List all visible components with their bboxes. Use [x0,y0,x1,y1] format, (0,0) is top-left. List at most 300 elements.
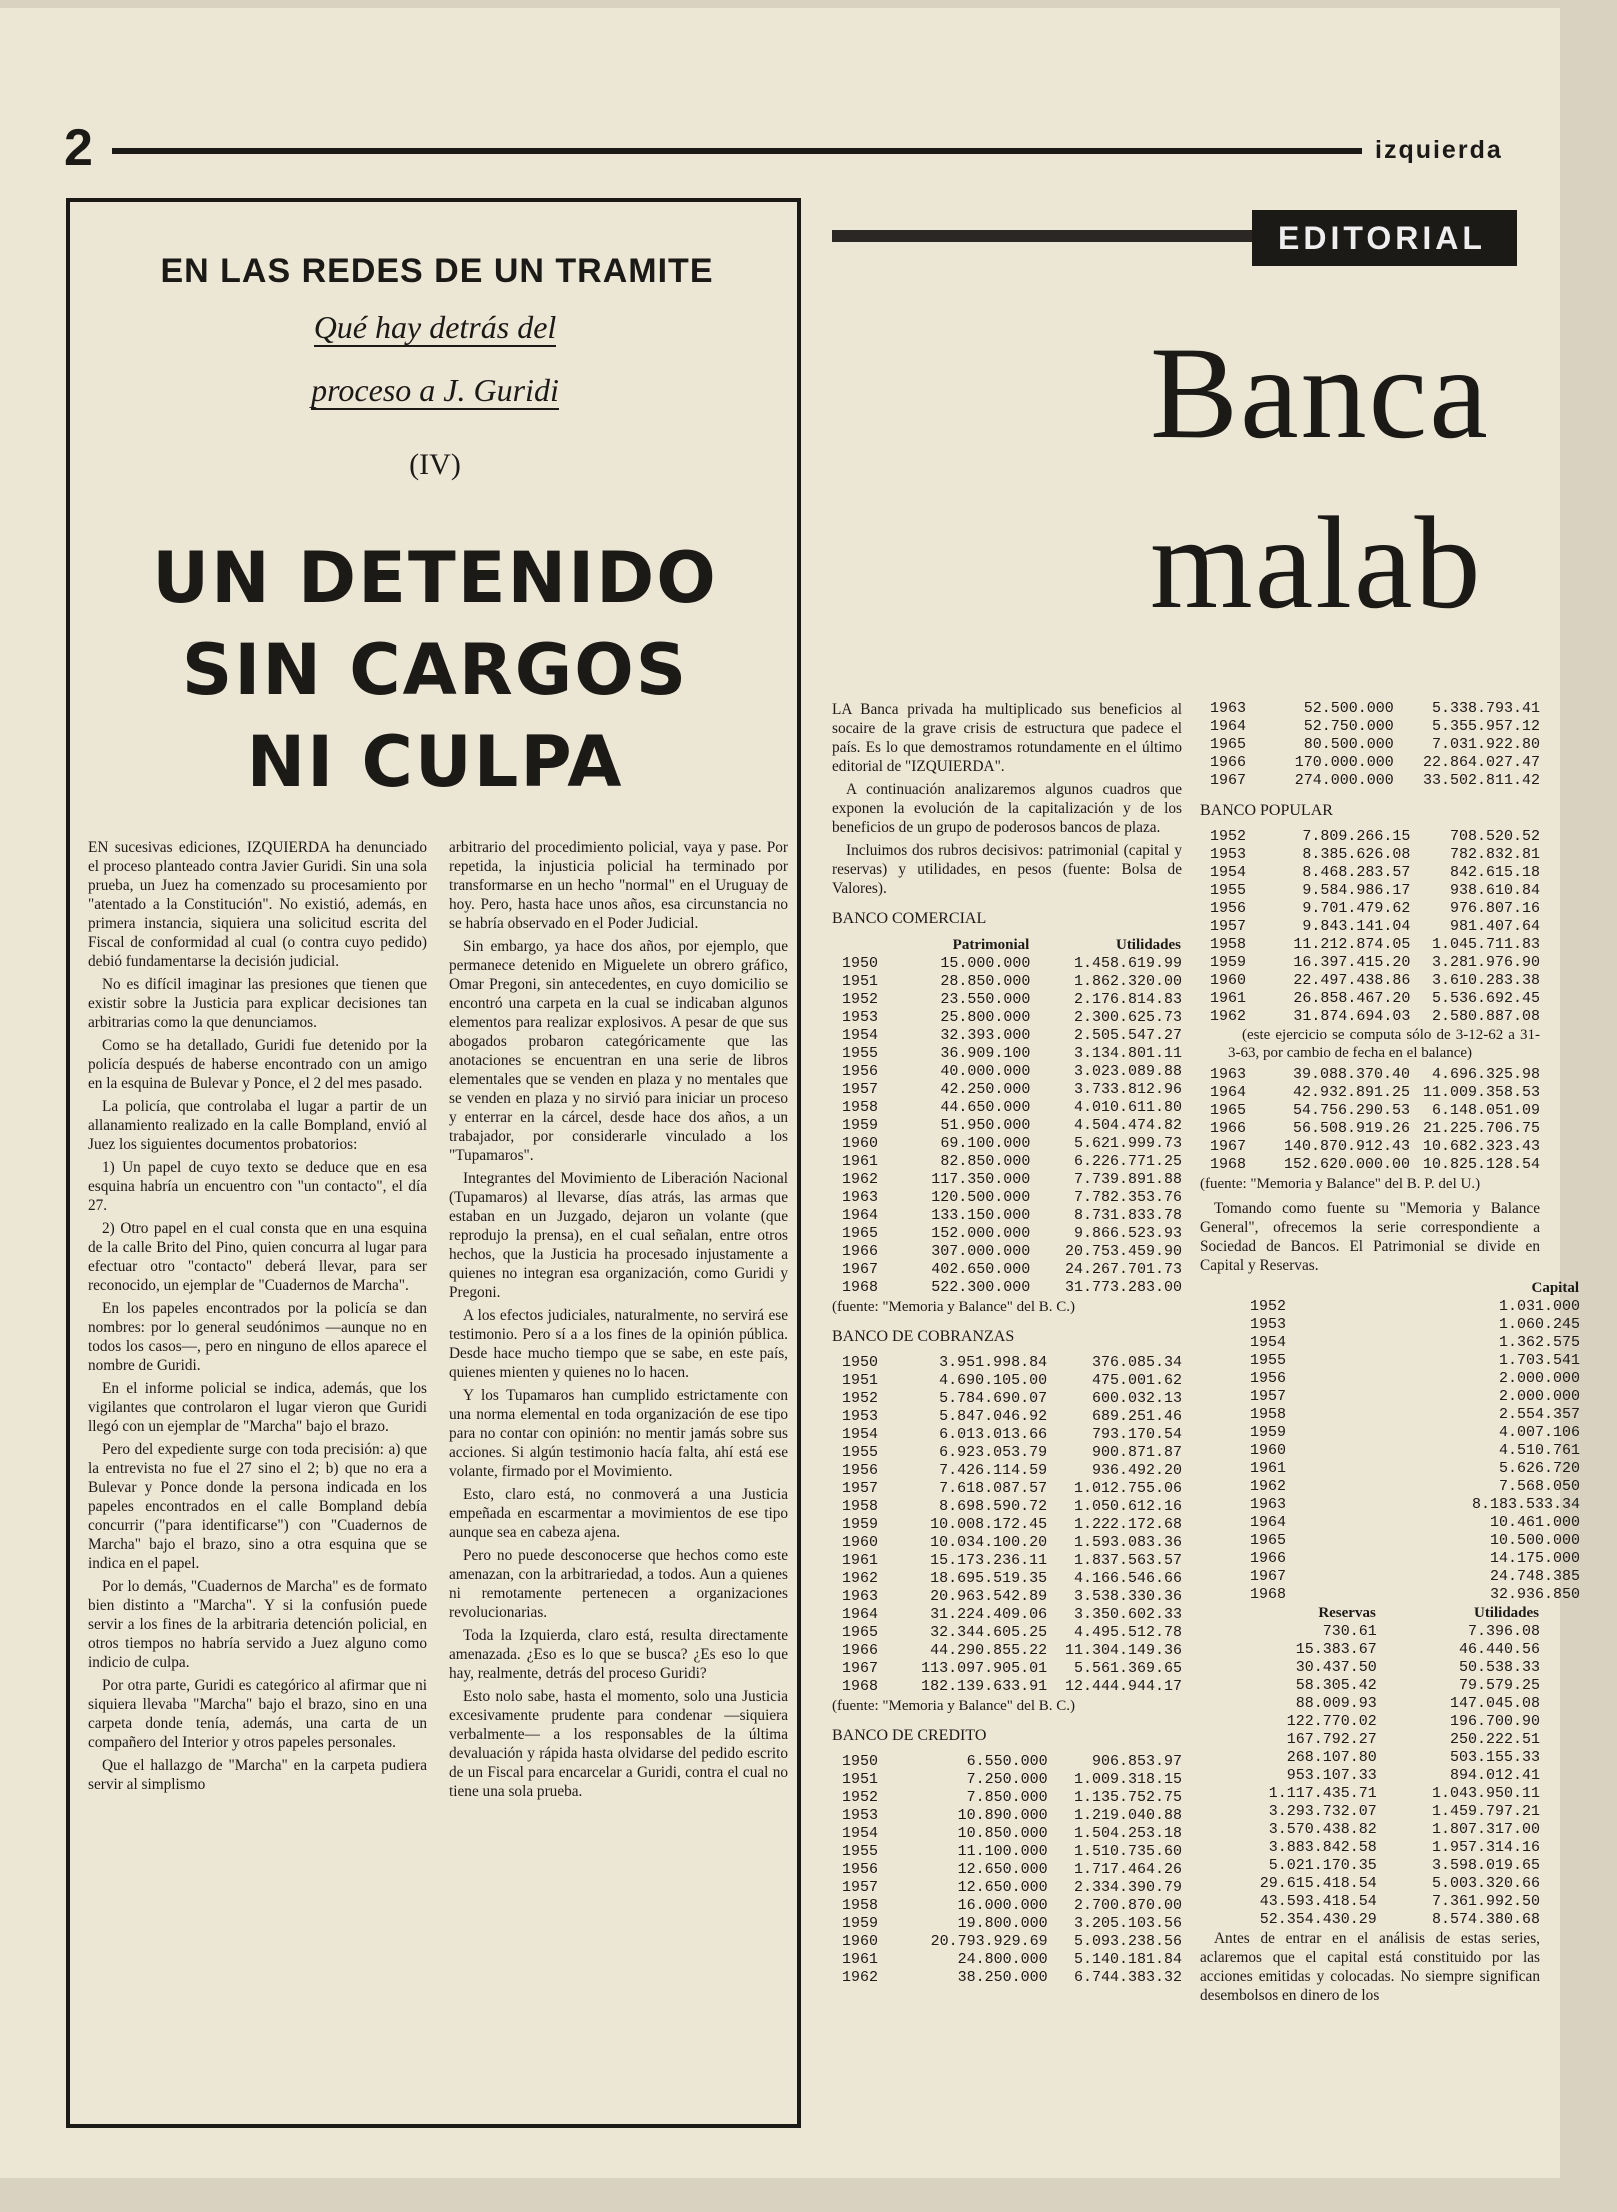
table-cell: 402.650.000 [931,1261,1031,1278]
table-cell: 7.782.353.76 [1073,1189,1182,1206]
table-cell: 1956 [842,1063,879,1080]
table-row [1200,1839,1540,1857]
table-cell: 8.385.626.08 [1302,846,1411,863]
table-row [1200,882,1540,900]
paragraph: A continuación analizaremos algunos cuadros que exponen la evolución de la capitalización y de los beneficios de un grupo de poderosos bancos de plaza. [832,781,1182,836]
table-cell: 15.173.236.11 [930,1552,1048,1569]
table-reservas-utilidades [1200,1604,1540,1929]
table-cell: 5.140.181.84 [1073,1951,1182,1968]
table-cell: 1954 [1210,864,1247,881]
table-cell: 1.222.172.68 [1073,1516,1182,1533]
table-row [1200,1066,1540,1084]
table-row [832,1897,1182,1915]
table-cell: 113.097.905.01 [921,1660,1048,1677]
table-row [832,1279,1182,1297]
table-row [1240,1316,1580,1334]
table-cell: 6.226.771.25 [1073,1153,1182,1170]
table-cell: 10.682.323.43 [1422,1138,1540,1155]
table-cell: 1.117.435.71 [1268,1785,1377,1802]
table-cell: 16.000.000 [957,1897,1048,1914]
table-cell: 7.396.08 [1467,1623,1540,1640]
table-row [1240,1478,1580,1496]
article-kicker: EN LAS REDES DE UN TRAMITE [160,252,714,290]
table-row [1200,1767,1540,1785]
table-cell: 11.212.874.05 [1293,936,1411,953]
table-cell: 147.045.08 [1449,1695,1540,1712]
table-cell: 9.843.141.04 [1302,918,1411,935]
table-cell: 10.890.000 [957,1807,1048,1824]
table-row [832,1153,1182,1171]
table-row [1200,1138,1540,1156]
table-cell: 24.748.385 [1489,1568,1580,1585]
table-cell: 8.183.533.34 [1471,1496,1580,1513]
paragraph: Incluimos dos rubros decisivos: patrimonial (capital y reservas) y utilidades, en pesos (fuente: Bolsa de Valores). [832,842,1182,897]
table-banco-comercial [832,936,1182,1297]
table-cell: 1959 [842,1915,879,1932]
table-cell: 1950 [842,955,879,972]
table-row [1240,1424,1580,1442]
table-cell: 3.281.976.90 [1431,954,1540,971]
table-row [832,1753,1182,1771]
editorial-rule [832,230,1252,242]
table-cell: 894.012.41 [1449,1767,1540,1784]
table-cell: 1956 [842,1861,879,1878]
table-row [832,1354,1182,1372]
table-cell: 44.290.855.22 [930,1642,1048,1659]
table-cell: 1963 [842,1189,879,1206]
table-cell: 4.690.105.00 [939,1372,1048,1389]
table-row [1200,1731,1540,1749]
table-cell: 6.550.000 [966,1753,1048,1770]
table-cell: 1958 [1250,1406,1287,1423]
table-row [1200,954,1540,972]
table-row [1200,1785,1540,1803]
table-cell: 1959 [842,1516,879,1533]
table-cell: 1959 [1250,1424,1287,1441]
table-cell: 1956 [1210,900,1247,917]
table-row [1240,1460,1580,1478]
table-cell: 11.100.000 [957,1843,1048,1860]
table-row [1240,1568,1580,1586]
table-row [1240,1586,1580,1604]
table-row [832,1045,1182,1063]
table-row [832,1462,1182,1480]
table-cell: 3.293.732.07 [1268,1803,1377,1820]
paragraph: Esto nolo sabe, hasta el momento, solo una Justicia excesivamente prudente para condenar —siquiera verbalmente— a los responsables de la última devaluación y rápida hasta olvidarse del pedido escrito de un Fiscal para encarcelar a Guridi, contra el cual no tiene una sola prueba. [449,1688,788,1800]
table-row [1200,1120,1540,1138]
table-cell: 6.148.051.09 [1431,1102,1540,1119]
table-cell: 1959 [1210,954,1247,971]
table-row [832,1444,1182,1462]
table-cell: 9.584.986.17 [1302,882,1411,899]
column-header: Patrimonial [952,937,1030,953]
paragraph: Por otra parte, Guridi es categórico al afirmar que ni siquiera llevaba "Marcha" bajo el brazo, sino en una carpeta donde tenía, además, una carta de un compañero del Interior y otros papeles personales. [88,1677,427,1751]
table-cell: 3.733.812.96 [1073,1081,1182,1098]
table-cell: 7.426.114.59 [939,1462,1048,1479]
table-cell: 79.579.25 [1458,1677,1540,1694]
table-cell: 5.847.046.92 [939,1408,1048,1425]
table-row [1200,1803,1540,1821]
table-cell: 14.175.000 [1489,1550,1580,1567]
table-cell: 7.809.266.15 [1302,828,1411,845]
table-cell: 31.874.694.03 [1293,1008,1411,1025]
table-cell: 1.717.464.26 [1073,1861,1182,1878]
table-cell: 1954 [842,1825,879,1842]
table-cell: 1.459.797.21 [1431,1803,1540,1820]
table-cell: 3.134.801.11 [1073,1045,1182,1062]
table-cell: 170.000.000 [1294,754,1394,771]
table-cell: 6.013.013.66 [939,1426,1048,1443]
table-row [1200,1749,1540,1767]
table-cell: 7.361.992.50 [1431,1893,1540,1910]
table-cell: 1962 [842,1969,879,1986]
table-cell: 1968 [1210,1156,1247,1173]
section-title: BANCO COMERCIAL [832,910,987,927]
table-cell: 52.750.000 [1303,718,1394,735]
table-cell: 31.224.409.06 [930,1606,1048,1623]
paragraph: Pero no puede desconocerse que hechos como este amenazan, con la arbitrariedad, a todos. Aun a quienes ni remotamente pertenecen a organizaciones revolucionarias. [449,1547,788,1621]
table-cell: 4.696.325.98 [1431,1066,1540,1083]
section-title: BANCO DE COBRANZAS [832,1328,1015,1345]
table-cell: 1952 [842,991,879,1008]
table-row [1200,1659,1540,1677]
table-row [832,973,1182,991]
table-row [1240,1532,1580,1550]
table-cell: 26.858.467.20 [1293,990,1411,1007]
table-row [1200,828,1540,846]
table-cell: 28.850.000 [940,973,1031,990]
table-row [1200,918,1540,936]
table-row [1200,1875,1540,1893]
table-cell: 1965 [842,1225,879,1242]
table-cell: 3.610.283.38 [1431,972,1540,989]
table-cell: 5.338.793.41 [1431,700,1540,717]
table-row [832,1117,1182,1135]
table-row [1200,1641,1540,1659]
table-row [832,1552,1182,1570]
table-cell: 600.032.13 [1091,1390,1182,1407]
publication-name: izquierda [1375,136,1503,164]
table-row [1240,1334,1580,1352]
table-row [1200,1102,1540,1120]
table-row [832,1189,1182,1207]
table-cell: 1955 [1250,1352,1287,1369]
table-row [1200,1821,1540,1839]
table-cell: 1965 [1210,736,1247,753]
subhead-text-2: proceso a J. Guridi [311,372,559,408]
table-row [1240,1298,1580,1316]
table-cell: 10.034.100.20 [930,1534,1048,1551]
table-row [832,1390,1182,1408]
editorial-title-line-2: malab [1150,489,1483,636]
table-row [832,1063,1182,1081]
table-cell: 1964 [842,1207,879,1224]
table-cell: 12.444.944.17 [1064,1678,1182,1695]
table-row [1200,772,1540,790]
table-cell: 1958 [1210,936,1247,953]
table-cell: 1950 [842,1753,879,1770]
table-cell: 39.088.370.40 [1292,1066,1410,1083]
table-cell: 10.461.000 [1489,1514,1580,1531]
article-part: (IV) [409,448,461,481]
table-cell: 140.870.912.43 [1283,1138,1410,1155]
paragraph: Tomando como fuente su "Memoria y Balance General", ofrecemos la serie correspondiente a Sociedad de Bancos. El Patrimonial se divide en Capital y Reservas. [1200,1200,1540,1274]
table-cell: 82.850.000 [940,1153,1031,1170]
table-cell: 1968 [842,1678,879,1695]
table-row [832,1081,1182,1099]
paragraph: Toda la Izquierda, claro está, resulta directamente amenazada. ¿Eso es lo que se busca? ¿Es eso lo que hay, realmente, detrás del proceso Guridi? [449,1627,788,1682]
table-cell: 1951 [842,1372,879,1389]
table-cell: 1963 [1250,1496,1287,1513]
table-cell: 1960 [1250,1442,1287,1459]
table-banco-credito [832,1753,1182,1987]
table-cell: 1.219.040.88 [1073,1807,1182,1824]
paragraph: Antes de entrar en el análisis de estas series, aclaremos que el capital está constituido por las acciones emitidas y colocadas. No siempre significan desembolsos en dinero de los [1200,1930,1540,2004]
table-row [1200,1911,1540,1929]
table-cell: 10.850.000 [957,1825,1048,1842]
paragraph: En el informe policial se indica, además, que los vigilantes que controlaron el lugar vieron que Guridi llegó con un ejemplar de "Marcha" bajo el brazo. [88,1380,427,1435]
table-cell: 250.222.51 [1449,1731,1540,1748]
table-row [832,1570,1182,1588]
table-row [832,1678,1182,1696]
table-row [1200,1008,1540,1026]
table-banco-credito-cont [1200,700,1540,790]
table-cell: 1.031.000 [1498,1298,1580,1315]
paragraph: Y los Tupamaros han cumplido estrictamente con una norma elemental en toda organización de ese tipo para no contar con opinión: no mentir jamás sobre sus acciones. Si algún testimonio hacía falta, ahí está ese volante, firmado por el Movimiento. [449,1387,788,1480]
table-row [1240,1442,1580,1460]
table-row [832,1534,1182,1552]
table-row [832,1843,1182,1861]
table-cell: 2.334.390.79 [1073,1879,1182,1896]
table-cell: 52.354.430.29 [1259,1911,1377,1928]
table-cell: 1955 [842,1444,879,1461]
table-cell: 40.000.000 [940,1063,1031,1080]
table-row [1200,990,1540,1008]
header-rule [112,148,1362,154]
table-cell: 1957 [842,1081,879,1098]
table-row [832,1027,1182,1045]
table-header-row [832,936,1182,955]
table-cell: 1.135.752.75 [1073,1789,1182,1806]
table-row [1200,972,1540,990]
table-cell: 268.107.80 [1286,1749,1377,1766]
table-cell: 1956 [1250,1370,1287,1387]
table-cell: 1952 [842,1789,879,1806]
table-cell: 1.043.950.11 [1431,1785,1540,1802]
table-cell: 7.250.000 [966,1771,1048,1788]
table-cell: 32.344.605.25 [930,1624,1048,1641]
table-cell: 196.700.90 [1449,1713,1540,1730]
table-cell: 1961 [1210,990,1247,1007]
table-cell: 88.009.93 [1295,1695,1377,1712]
table-cell: 2.176.814.83 [1073,991,1182,1008]
table-cell: 1961 [842,1951,879,1968]
editorial-title [1150,308,1490,648]
table-cell: 1.458.619.99 [1073,955,1182,972]
table-row [832,1171,1182,1189]
table-cell: 51.950.000 [940,1117,1031,1134]
table-cell: 9.701.479.62 [1302,900,1411,917]
article-column-1 [88,838,427,2118]
table-cell: 3.570.438.82 [1268,1821,1377,1838]
table-cell: 1953 [1250,1316,1287,1333]
headline-line-2: SIN CARGOS [181,629,689,711]
table-cell: 2.300.625.73 [1073,1009,1182,1026]
table-cell: 1967 [1250,1568,1287,1585]
table-row [1240,1388,1580,1406]
table-cell: 1950 [842,1354,879,1371]
table-cell: 4.010.611.80 [1073,1099,1182,1116]
table-row [1200,1084,1540,1102]
table-cell: 1953 [842,1009,879,1026]
table-cell: 1957 [842,1879,879,1896]
article-subhead-2 [70,372,800,409]
table-row [832,1498,1182,1516]
table-cell: 69.100.000 [940,1135,1031,1152]
table-row [1200,1893,1540,1911]
table-cell: 793.170.54 [1091,1426,1182,1443]
table-header-row [1240,1279,1580,1298]
table-row [832,1207,1182,1225]
table-cell: 20.793.929.69 [930,1933,1048,1950]
table-cell: 11.304.149.36 [1064,1642,1182,1659]
table-row [832,1516,1182,1534]
table-cell: 8.468.283.57 [1302,864,1411,881]
table-row [832,1243,1182,1261]
table-cell: 12.650.000 [957,1879,1048,1896]
table-row [832,955,1182,973]
table-cell: 50.538.33 [1458,1659,1540,1676]
paragraph: 1) Un papel de cuyo texto se deduce que en esa esquina habría un encuentro con "un contacto", el día 27. [88,1159,427,1214]
table-cell: 4.166.546.66 [1073,1570,1182,1587]
table-cell: 274.000.000 [1294,772,1394,789]
table-cell: 3.023.089.88 [1073,1063,1182,1080]
table-note: (este ejercicio se computa sólo de 3-12-62 a 31-3-63, por cambio de fecha en el balance) [1228,1027,1540,1061]
paragraph: Como se ha detallado, Guridi fue detenido por la policía después de haberse encontrado con un amigo en la esquina de Bulevar y Ponce, el 2 del mes pasado. [88,1037,427,1092]
table-cell: 5.621.999.73 [1073,1135,1182,1152]
table-cell: 2.700.870.00 [1073,1897,1182,1914]
table-cell: 1.837.563.57 [1073,1552,1182,1569]
table-row [832,1588,1182,1606]
paragraph: Esto, claro está, no conmoverá a una Justicia empeñada en escarmentar a movimientos de ese tipo aunque sea en cabeza ajena. [449,1486,788,1541]
table-cell: 2.554.357 [1498,1406,1580,1423]
table-cell: 19.800.000 [957,1915,1048,1932]
table-row [832,1261,1182,1279]
table-cell: 10.500.000 [1489,1532,1580,1549]
paragraph: Sin embargo, ya hace dos años, por ejemplo, que permanece detenido en Miguelete un obrero gráfico, Omar Pregoni, sin antecedentes, en cuyo domicilio se encontró una carpeta en la cual se indicaban algunos elementos para realizar explosivos. A pesar de que sus abogados probaron categóricamente que las anotaciones se encuentran en una serie de libros elementales que se venden en plaza y no mentales que se venden en plaza y no sirvió para iniciar un proceso y enterrar en la cárcel, desde hace dos años, a un trabajador, por considerarle vinculado a los "Tupamaros". [449,938,788,1164]
table-cell: 936.492.20 [1091,1462,1182,1479]
table-row [1200,1695,1540,1713]
table-cell: 2.580.887.08 [1431,1008,1540,1025]
table-cell: 117.350.000 [931,1171,1031,1188]
table-cell: 1967 [1210,1138,1247,1155]
table-cell: 56.508.919.26 [1292,1120,1410,1137]
table-cell: 1952 [842,1390,879,1407]
paragraph: Que el hallazgo de "Marcha" en la carpeta pudiera servir al simplismo [88,1757,427,1793]
table-cell: 1952 [1210,828,1247,845]
table-cell: 1964 [1210,1084,1247,1101]
table-row [832,1771,1182,1789]
table-row [832,1933,1182,1951]
table-cell: 1951 [842,973,879,990]
table-row [832,1426,1182,1444]
table-row [832,1606,1182,1624]
table-cell: 46.440.56 [1458,1641,1540,1658]
table-cell: 4.495.512.78 [1073,1624,1182,1641]
table-cell: 1962 [1210,1008,1247,1025]
table-row [1200,1857,1540,1875]
table-cell: 1960 [1210,972,1247,989]
article-box [66,198,801,2128]
table-cell: 906.853.97 [1091,1753,1182,1770]
paragraph: EN sucesivas ediciones, IZQUIERDA ha denunciado el proceso planteado contra Javier Guridi. Sin una sola prueba, un Juez ha comenzado su procesamiento por "atentado a la Constitución". No existió, además, en primera instancia, siquiera una solicitud escrita del Fiscal de conformidad al cual (o contra cuyo pedido) debió fundamentarse la decisión judicial. [88,839,427,970]
table-row [832,1825,1182,1843]
paragraph: 2) Otro papel en el cual consta que en una esquina de la calle Brito del Pino, quien concurra al lugar para efectuar otro "contacto" deberá llevar, para ser reconocido, un ejemplar de "Cuadernos de Marcha". [88,1220,427,1294]
table-cell: 5.784.690.07 [939,1390,1048,1407]
table-cell: 4.504.474.82 [1073,1117,1182,1134]
table-row [1240,1352,1580,1370]
table-cell: 133.150.000 [931,1207,1031,1224]
table-cell: 1961 [1250,1460,1287,1477]
table-cell: 976.807.16 [1449,900,1540,917]
table-cell: 1959 [842,1117,879,1134]
table-cell: 5.021.170.35 [1268,1857,1377,1874]
table-cell: 2.000.000 [1498,1370,1580,1387]
table-cell: 1958 [842,1099,879,1116]
table-cell: 1.050.612.16 [1073,1498,1182,1515]
table-cell: 981.407.64 [1449,918,1540,935]
table-cell: 33.502.811.42 [1422,772,1540,789]
table-cell: 1963 [842,1588,879,1605]
table-row [832,1480,1182,1498]
table-cell: 36.909.100 [940,1045,1031,1062]
table-cell: 1958 [842,1498,879,1515]
table-cell: 182.139.633.91 [921,1678,1048,1695]
table-cell: 1.009.318.15 [1073,1771,1182,1788]
table-cell: 953.107.33 [1286,1767,1377,1784]
table-cell: 1955 [842,1045,879,1062]
table-cell: 11.009.358.53 [1422,1084,1540,1101]
table-cell: 6.744.383.32 [1073,1969,1182,1986]
table-cell: 3.350.602.33 [1073,1606,1182,1623]
table-cell: 44.650.000 [940,1099,1031,1116]
table-row [832,1372,1182,1390]
table-row [1200,718,1540,736]
table-cell: 503.155.33 [1449,1749,1540,1766]
table-cell: 8.574.380.68 [1431,1911,1540,1928]
paragraph: A los efectos judiciales, naturalmente, no servirá ese testimonio. Pero sí a a los fines de la opinión pública. Desde hace mucho tiempo que se sabe, en este país, quienes mienten y quienes no lo hacen. [449,1307,788,1381]
table-cell: 7.031.922.80 [1431,736,1540,753]
table-cell: 3.883.842.58 [1268,1839,1377,1856]
table-cell: 1968 [1250,1586,1287,1603]
editorial-label: EDITORIAL [1252,210,1517,266]
table-cell: 1955 [842,1843,879,1860]
headline-line-1: UN DETENIDO [152,537,718,619]
table-cell: 31.773.283.00 [1064,1279,1182,1296]
column-header: Utilidades [1473,1605,1539,1621]
table-cell: 23.550.000 [940,991,1031,1008]
table-cell: 1.060.245 [1498,1316,1580,1333]
table-row [1200,900,1540,918]
table-cell: 16.397.415.20 [1293,954,1411,971]
table-cell: 5.355.957.12 [1431,718,1540,735]
table-cell: 3.205.103.56 [1073,1915,1182,1932]
table-cell: 20.753.459.90 [1064,1243,1182,1260]
table-cell: 1960 [842,1933,879,1950]
table-cell: 54.756.290.53 [1292,1102,1410,1119]
table-row [832,1915,1182,1933]
table-row [1200,1713,1540,1731]
